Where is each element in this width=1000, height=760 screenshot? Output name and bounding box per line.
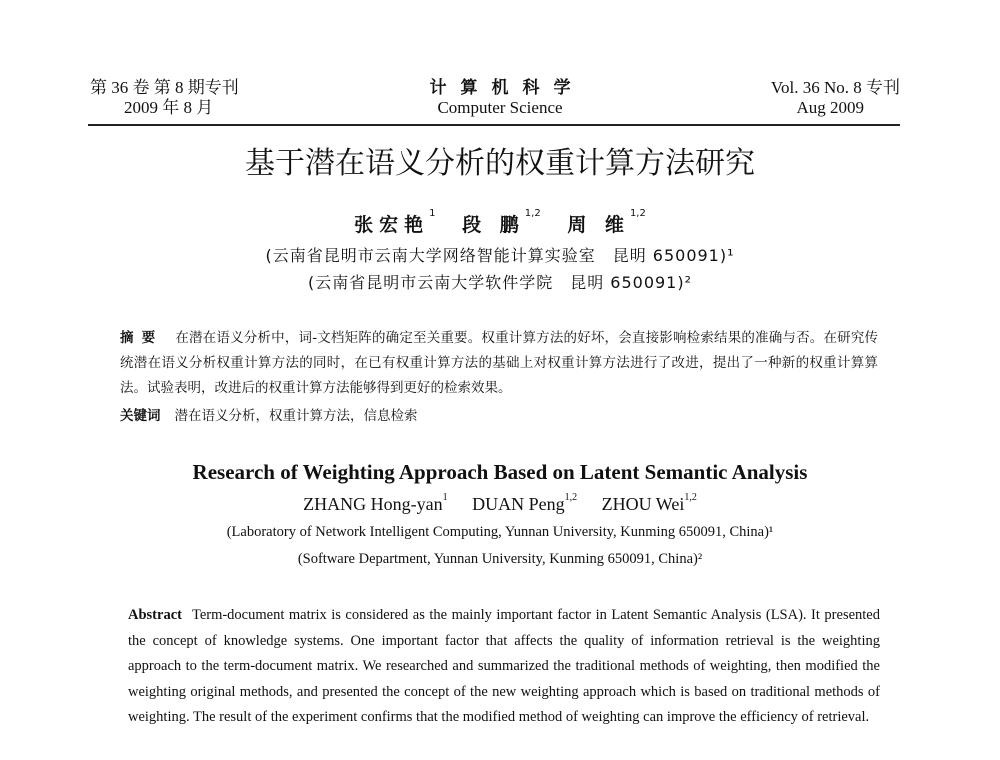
author-cn: 周 维$^{1,2}$ bbox=[567, 208, 646, 236]
abstract-en-label: Abstract bbox=[128, 607, 182, 623]
abstract-cn-text: 在潜在语义分析中，词-文档矩阵的确定至关重要。权重计算方法的好坏，会直接影响检索结果的准确与否。在研究传统潜在语义分析权重计算方法的同时，在已有权重计算方法的基础上对权重计算方法进行了改进，提出了一种新的权重计算算法。试验表明，改进后的权重计算方法能够得到更好的检索效果。 bbox=[120, 330, 879, 396]
author-en: ZHOU Wei$^{1,2}$ bbox=[601, 492, 697, 514]
abstract-en-text: Term-document matrix is considered as the mainly important factor in Latent Semantic Analysis (LSA). It presented the concept of knowledge systems. One important factor that affects the quality of information retrieval is the weighting approach to the term-document matrix. We researched and summarized the traditional methods of weighting, then modified the weighting original methods, and presented the concept of the new weighting approach which is based on traditional methods of weighting. The result of the experiment confirms that the modified method of weighting can improve the efficiency of retrieval. bbox=[128, 607, 880, 726]
keywords-cn-label: 关键词 bbox=[120, 408, 161, 424]
authors-cn bbox=[0, 210, 1000, 237]
keywords-cn-text: 潜在语义分析，权重计算方法，信息检索 bbox=[174, 408, 418, 424]
header-divider bbox=[88, 124, 900, 126]
abstract-en bbox=[128, 603, 880, 731]
publication-date-cn: 2009 年 8 月 bbox=[124, 98, 214, 117]
journal-name-cn: 计算机科学 bbox=[429, 78, 585, 97]
authors-en bbox=[0, 494, 1000, 515]
author-cn: 张宏艳$^1$ bbox=[354, 208, 436, 236]
paper-title-en: Research of Weighting Approach Based on Latent Semantic Analysis bbox=[192, 460, 808, 484]
paper-title-cn: 基于潜在语义分析的权重计算方法研究 bbox=[245, 146, 755, 181]
abstract-cn bbox=[120, 326, 878, 401]
author-cn: 段 鹏$^{1,2}$ bbox=[462, 208, 541, 236]
affiliation-cn-2: (云南省昆明市云南大学软件学院 昆明 650091)² bbox=[307, 273, 693, 292]
author-en: DUAN Peng$^{1,2}$ bbox=[472, 492, 578, 514]
author-en: ZHANG Hong-yan$^1$ bbox=[303, 492, 448, 514]
affiliation-cn-1: (云南省昆明市云南大学网络智能计算实验室 昆明 650091)¹ bbox=[265, 246, 735, 265]
journal-volume-info-en bbox=[771, 78, 900, 118]
journal-name-en: Computer Science bbox=[437, 98, 563, 117]
volume-issue: 第 36 卷 第 8 期专刊 bbox=[90, 78, 239, 97]
affiliation-en-1: (Laboratory of Network Intelligent Computing, Yunnan University, Kunming 650091, China)¹ bbox=[226, 524, 774, 540]
affiliation-en-2: (Software Department, Yunnan University, Kunming 650091, China)² bbox=[297, 551, 703, 567]
volume-issue-en: Vol. 36 No. 8 专刊 bbox=[770, 78, 900, 97]
abstract-cn-label: 摘要 bbox=[120, 330, 164, 346]
publication-date-en: Aug 2009 bbox=[796, 98, 864, 117]
keywords-cn bbox=[120, 404, 418, 424]
